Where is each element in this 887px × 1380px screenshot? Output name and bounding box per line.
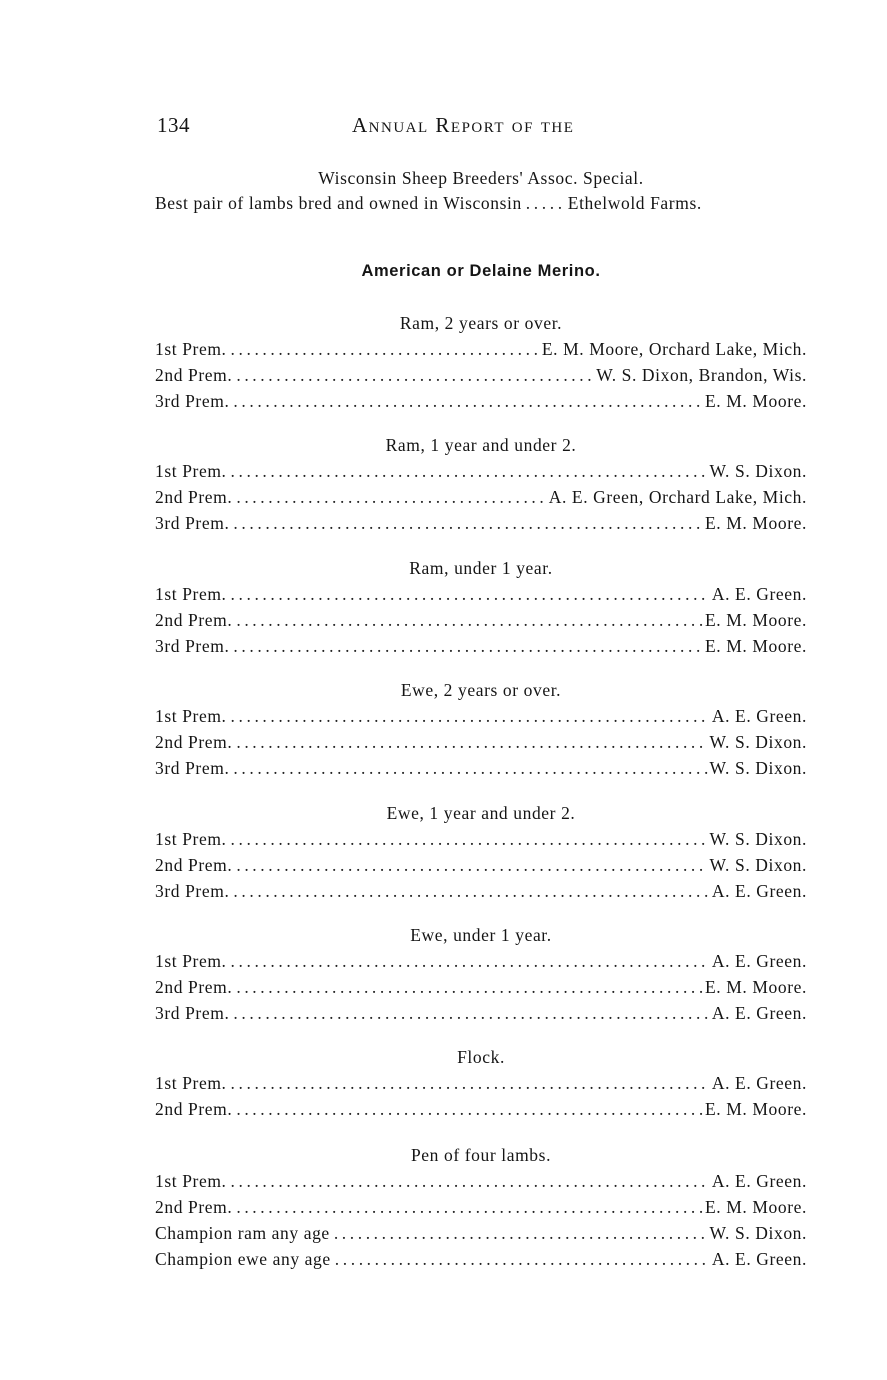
dot-leader: [231, 339, 540, 360]
award-entry: [155, 732, 807, 756]
class-title: Ewe, 2 years or over.: [400, 680, 562, 700]
dot-leader: [236, 365, 594, 386]
award-entry: [155, 461, 807, 485]
premium-label: 3rd Prem.: [155, 1003, 230, 1023]
winner-name: E. M. Moore.: [705, 977, 807, 997]
dot-leader: [231, 829, 708, 850]
award-entry: [155, 339, 807, 363]
winner-name: W. S. Dixon.: [709, 855, 807, 875]
premium-label: 2nd Prem.: [155, 1099, 233, 1119]
award-entry: [155, 391, 807, 415]
premium-label: 2nd Prem.: [155, 365, 233, 385]
award-entry: [155, 1197, 807, 1221]
premium-label: 3rd Prem.: [155, 391, 230, 411]
winner-name: E. M. Moore.: [705, 391, 807, 411]
winner-name: W. S. Dixon, Brandon, Wis.: [596, 365, 807, 385]
dot-leader: [334, 1223, 708, 1244]
award-entry: [155, 829, 807, 853]
winner-name: A. E. Green.: [711, 1073, 807, 1093]
winner-name: E. M. Moore.: [705, 1099, 807, 1119]
winner-name: E. M. Moore.: [705, 610, 807, 630]
award-label: Best pair of lambs bred and owned in Wisconsin: [155, 193, 522, 213]
award-entry: [155, 855, 807, 879]
premium-label: Champion ram any age: [155, 1223, 330, 1243]
dot-leader: [236, 1197, 703, 1218]
dot-leader: [231, 584, 710, 605]
winner-name: W. S. Dixon.: [709, 758, 807, 778]
premium-label: 1st Prem.: [155, 706, 227, 726]
award-entry: [155, 1223, 807, 1247]
dot-leader: [231, 706, 710, 727]
page-number: 134: [157, 113, 190, 137]
premium-label: 3rd Prem.: [155, 636, 230, 656]
dot-leader: [231, 1073, 710, 1094]
winner-name: A. E. Green.: [711, 951, 807, 971]
special-award-line: [155, 193, 807, 217]
premium-label: 3rd Prem.: [155, 758, 230, 778]
class-title: Pen of four lambs.: [410, 1145, 552, 1165]
award-entry: [155, 513, 807, 537]
award-winner: Ethelwold Farms.: [567, 193, 702, 213]
award-entry: [155, 951, 807, 975]
dot-leader: [233, 513, 703, 534]
winner-name: A. E. Green, Orchard Lake, Mich.: [548, 487, 807, 507]
winner-name: E. M. Moore.: [705, 1197, 807, 1217]
award-entry: [155, 636, 807, 660]
premium-label: 1st Prem.: [155, 461, 227, 481]
winner-name: E. M. Moore.: [705, 513, 807, 533]
page-header: [157, 113, 807, 143]
winner-name: E. M. Moore.: [705, 636, 807, 656]
award-entry: [155, 881, 807, 905]
winner-name: A. E. Green.: [711, 1003, 807, 1023]
class-title: Ewe, under 1 year.: [410, 925, 552, 945]
award-entry: [155, 1073, 807, 1097]
winner-name: E. M. Moore, Orchard Lake, Mich.: [541, 339, 807, 359]
class-title: Ram, under 1 year.: [409, 558, 553, 578]
winner-name: A. E. Green.: [711, 706, 807, 726]
premium-label: 1st Prem.: [155, 584, 227, 604]
dot-leader: [233, 391, 703, 412]
dot-leader: [236, 487, 546, 508]
premium-label: 1st Prem.: [155, 1073, 227, 1093]
breed-heading: American or Delaine Merino.: [361, 262, 601, 280]
winner-name: A. E. Green.: [711, 1249, 807, 1269]
class-title: Ram, 2 years or over.: [399, 313, 563, 333]
dot-leader: [236, 732, 707, 753]
premium-label: 1st Prem.: [155, 829, 227, 849]
special-title: Wisconsin Sheep Breeders' Assoc. Special.: [318, 168, 644, 188]
dot-leader: [233, 758, 707, 779]
dot-leader: [236, 855, 707, 876]
award-entry: [155, 584, 807, 608]
premium-label: 2nd Prem.: [155, 487, 233, 507]
award-entry: [155, 706, 807, 730]
winner-name: W. S. Dixon.: [709, 1223, 807, 1243]
winner-name: W. S. Dixon.: [709, 732, 807, 752]
award-entry: [155, 1003, 807, 1027]
award-entry: [155, 1171, 807, 1195]
winner-name: W. S. Dixon.: [709, 829, 807, 849]
dot-leader: [236, 1099, 703, 1120]
premium-label: 3rd Prem.: [155, 513, 230, 533]
dot-leader: [236, 977, 703, 998]
dot-leader: [526, 193, 566, 214]
award-entry: [155, 758, 807, 782]
winner-name: A. E. Green.: [711, 584, 807, 604]
winner-name: A. E. Green.: [711, 881, 807, 901]
class-title: Flock.: [457, 1047, 505, 1067]
winner-name: A. E. Green.: [711, 1171, 807, 1191]
dot-leader: [231, 951, 710, 972]
premium-label: 2nd Prem.: [155, 855, 233, 875]
premium-label: 2nd Prem.: [155, 1197, 233, 1217]
award-entry: [155, 610, 807, 634]
award-entry: [155, 365, 807, 389]
award-entry: [155, 487, 807, 511]
premium-label: 1st Prem.: [155, 1171, 227, 1191]
premium-label: 1st Prem.: [155, 339, 227, 359]
premium-label: 2nd Prem.: [155, 732, 233, 752]
dot-leader: [233, 1003, 709, 1024]
class-title: Ewe, 1 year and under 2.: [386, 803, 576, 823]
premium-label: 2nd Prem.: [155, 977, 233, 997]
award-entry: [155, 977, 807, 1001]
dot-leader: [231, 461, 708, 482]
award-entry: [155, 1249, 807, 1273]
premium-label: 3rd Prem.: [155, 881, 230, 901]
premium-label: Champion ewe any age: [155, 1249, 331, 1269]
dot-leader: [233, 636, 703, 657]
class-title: Ram, 1 year and under 2.: [385, 435, 577, 455]
dot-leader: [236, 610, 703, 631]
dot-leader: [231, 1171, 710, 1192]
premium-label: 1st Prem.: [155, 951, 227, 971]
dot-leader: [233, 881, 709, 902]
award-entry: [155, 1099, 807, 1123]
winner-name: W. S. Dixon.: [709, 461, 807, 481]
dot-leader: [335, 1249, 710, 1270]
premium-label: 2nd Prem.: [155, 610, 233, 630]
running-head: Annual Report of the: [352, 113, 575, 137]
